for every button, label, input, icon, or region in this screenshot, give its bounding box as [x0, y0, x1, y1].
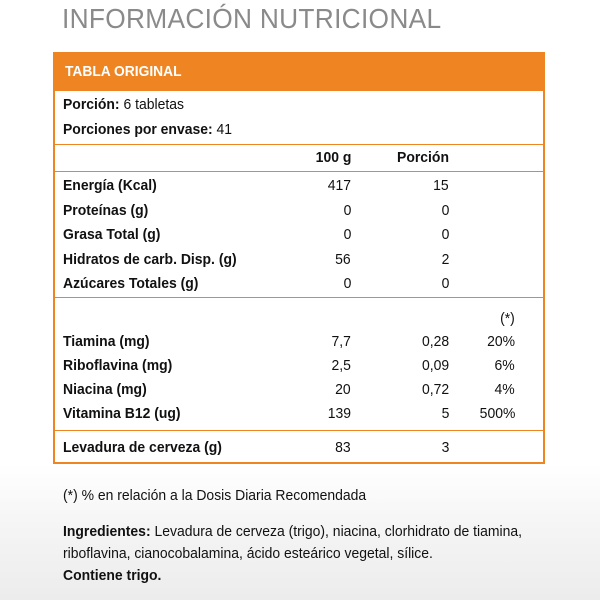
row-label: Proteínas (g): [63, 202, 149, 219]
table-header-label: TABLA ORIGINAL: [65, 63, 182, 80]
table-header-bar: [55, 54, 543, 91]
value-100g: 83: [335, 439, 351, 456]
divider: [55, 297, 543, 298]
row-label: Azúcares Totales (g): [63, 275, 199, 292]
ingredients-text-1: Levadura de cerveza (trigo), niacina, clorhidrato de tiamina,: [150, 523, 523, 540]
value-100g: 56: [335, 251, 351, 268]
value-portion: 0,28: [421, 333, 449, 350]
ingredients-block: [63, 521, 522, 587]
nutrition-table: [53, 52, 545, 464]
ingredients-line-2: riboflavina, cianocobalamina, ácido esteárico vegetal, sílice.: [63, 545, 433, 562]
page-title: INFORMACIÓN NUTRICIONAL: [62, 3, 442, 34]
divider: [55, 171, 543, 172]
value-100g: 0: [343, 202, 351, 219]
allergen-warning: Contiene trigo.: [63, 567, 162, 584]
value-100g: 0: [343, 226, 351, 243]
portion-label: Porción:: [63, 96, 120, 113]
value-100g: 7,7: [331, 333, 351, 350]
value-percent: 4%: [494, 381, 515, 398]
value-portion: 5: [441, 405, 449, 422]
value-percent: 6%: [494, 357, 515, 374]
row-label: Hidratos de carb. Disp. (g): [63, 251, 237, 268]
value-portion: 2: [441, 251, 449, 268]
portion-value: 6 tabletas: [119, 96, 184, 113]
value-portion: 0,09: [421, 357, 449, 374]
column-header-100g: 100 g: [315, 149, 351, 166]
row-label: Levadura de cerveza (g): [63, 439, 222, 456]
divider: [55, 430, 543, 431]
row-label: Grasa Total (g): [63, 226, 161, 243]
row-label: Riboflavina (mg): [63, 357, 173, 374]
servings-line: [63, 121, 232, 139]
value-portion: 0: [441, 275, 449, 292]
ingredients-line-1: [63, 521, 522, 543]
portion-line: [63, 96, 184, 114]
percent-header: (*): [500, 310, 515, 327]
column-header-portion: Porción: [397, 149, 449, 166]
row-label: Energía (Kcal): [63, 177, 157, 194]
row-label: Niacina (mg): [63, 381, 147, 398]
divider: [55, 144, 543, 145]
value-100g: 139: [327, 405, 351, 422]
value-portion: 0,72: [421, 381, 449, 398]
servings-label: Porciones por envase:: [63, 121, 213, 138]
value-100g: 2,5: [331, 357, 351, 374]
value-percent: 20%: [487, 333, 515, 350]
value-100g: 0: [343, 275, 351, 292]
footnote: (*) % en relación a la Dosis Diaria Recomendada: [63, 487, 367, 504]
value-100g: 417: [327, 177, 351, 194]
ingredients-label: Ingredientes:: [63, 523, 151, 540]
value-portion: 3: [441, 439, 449, 456]
value-100g: 20: [335, 381, 351, 398]
value-percent: 500%: [479, 405, 515, 422]
value-portion: 0: [441, 202, 449, 219]
row-label: Tiamina (mg): [63, 333, 150, 350]
row-label: Vitamina B12 (ug): [63, 405, 181, 422]
value-portion: 0: [441, 226, 449, 243]
servings-value: 41: [212, 121, 233, 138]
value-portion: 15: [433, 177, 449, 194]
